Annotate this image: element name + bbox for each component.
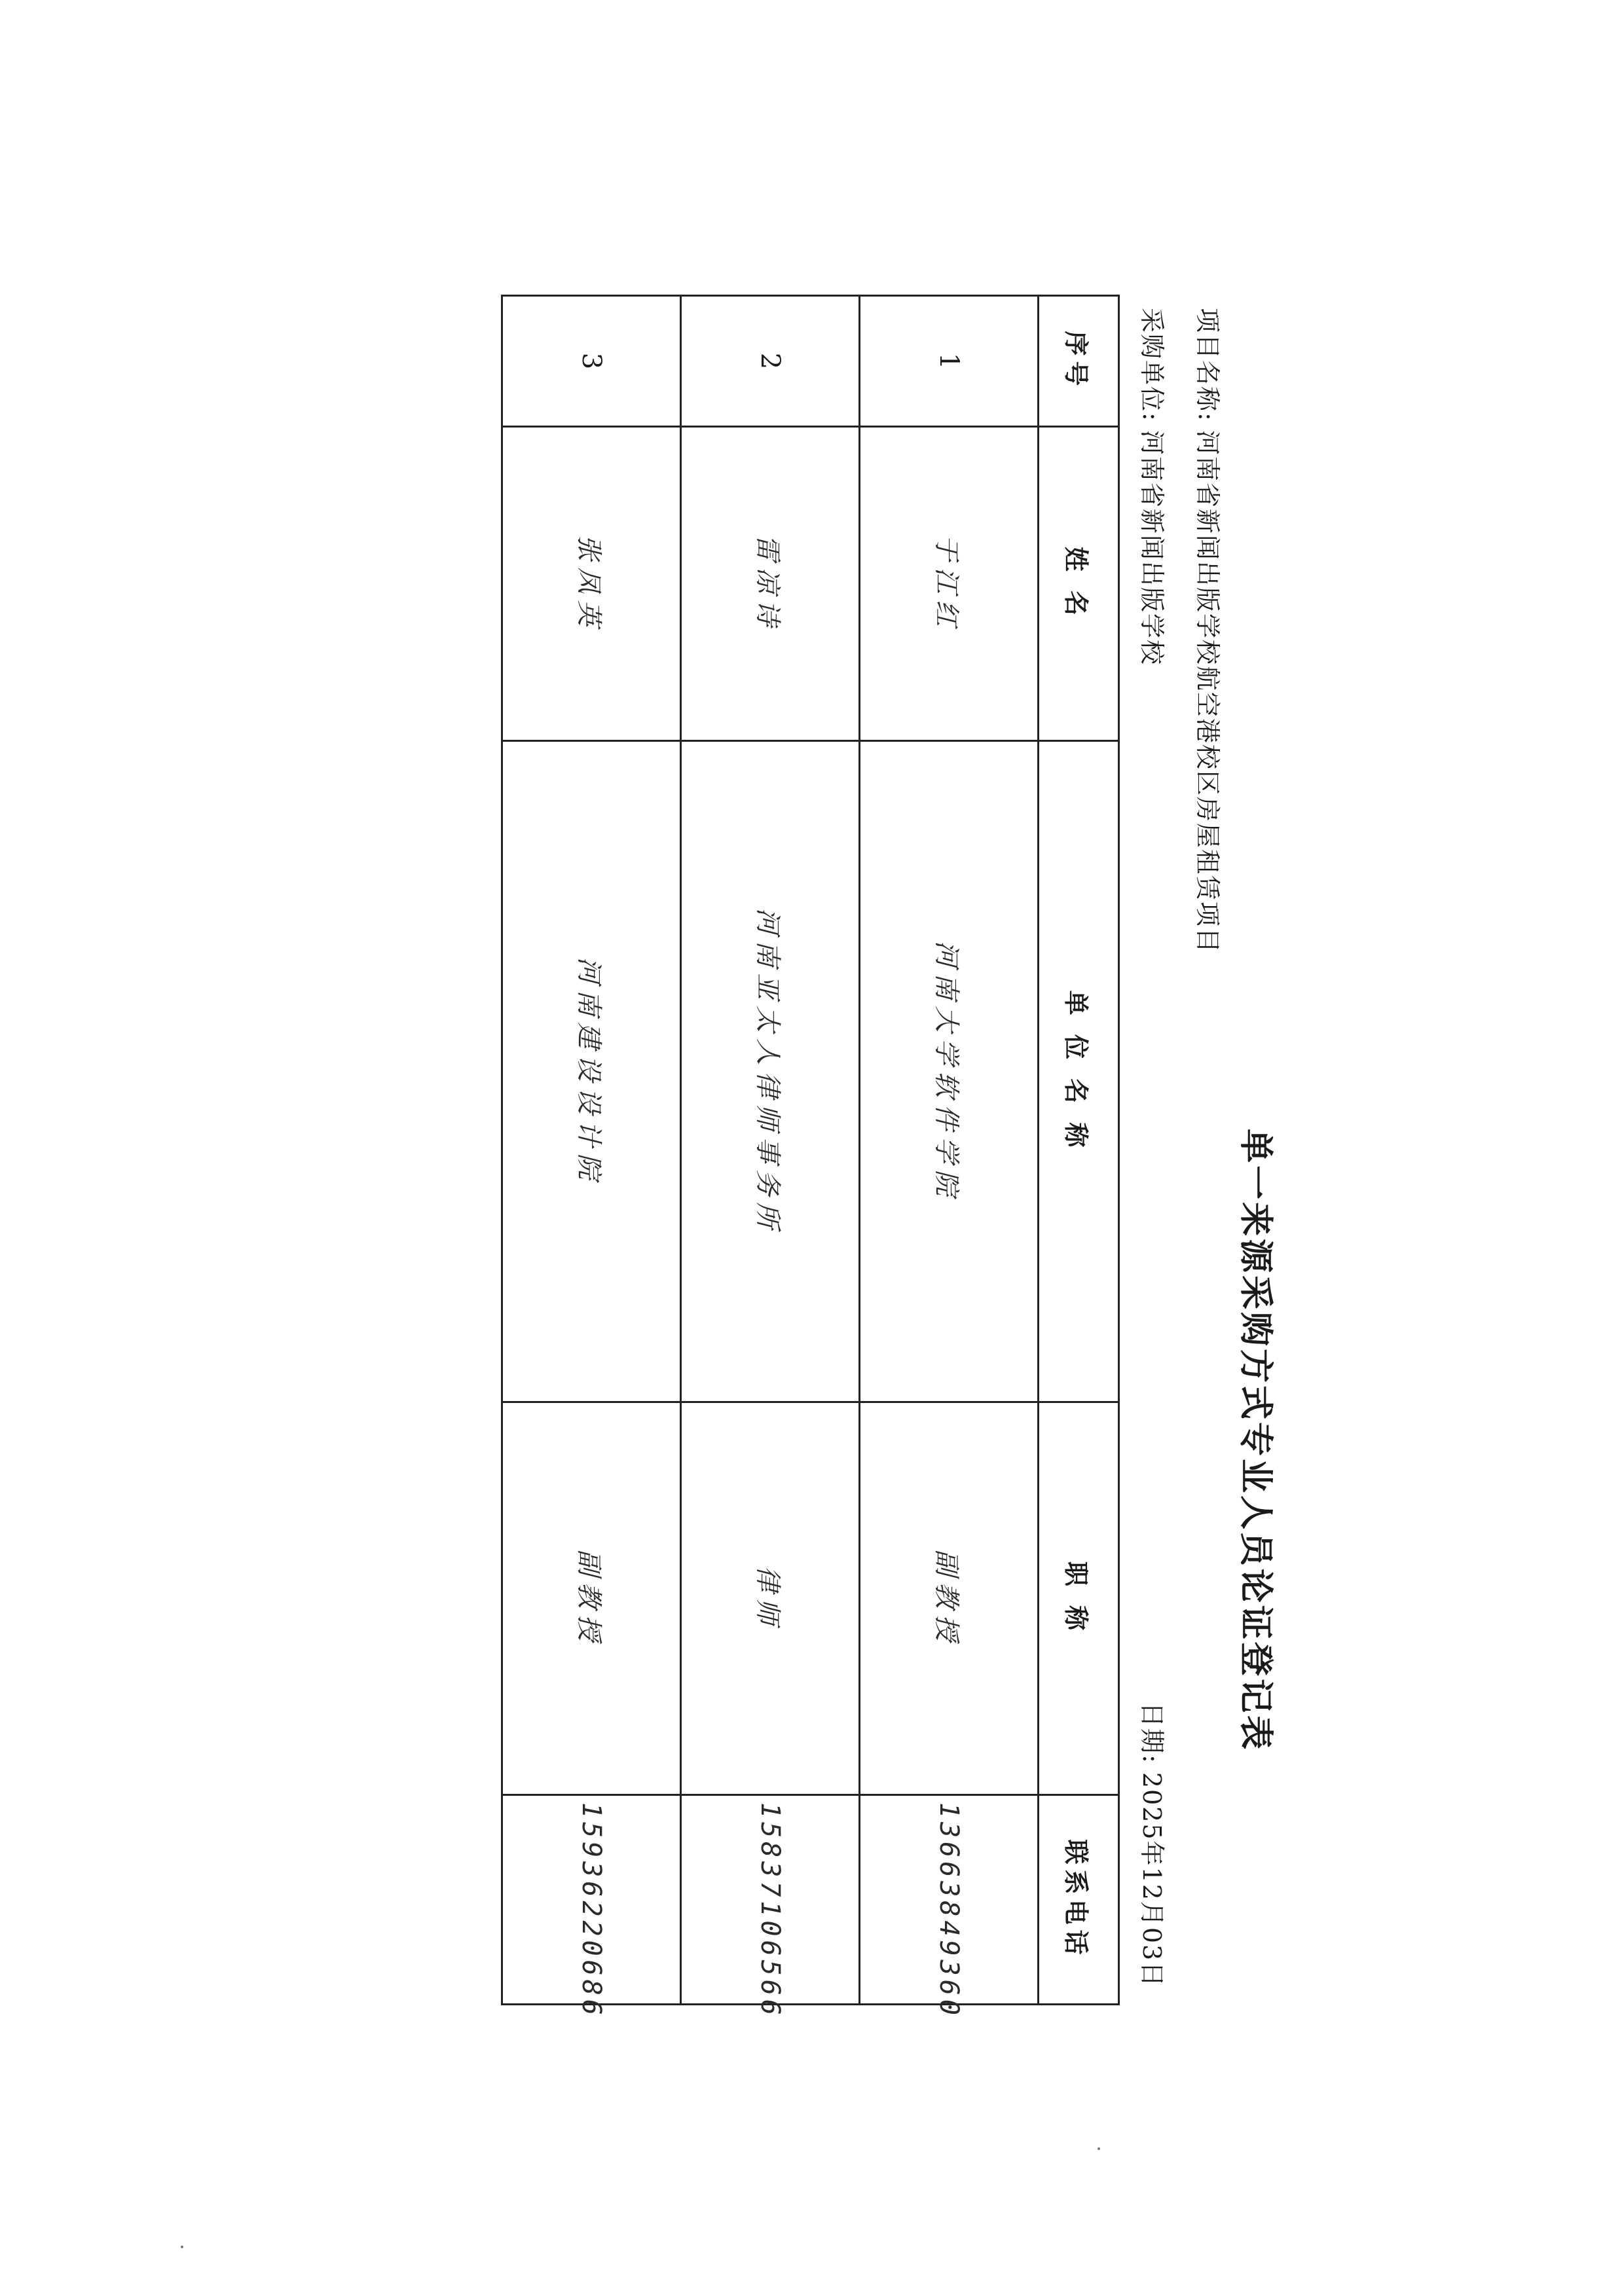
date-label: 日期: — [1137, 1702, 1166, 1764]
project-name-value: 河南省新闻出版学校航空港校区房屋租赁项目 — [1193, 429, 1222, 954]
scan-speck — [181, 2246, 183, 2248]
row-name: 雷凉诗 — [681, 427, 860, 741]
row-name: 于江红 — [860, 427, 1039, 741]
row-phone: 13663849360 — [860, 1795, 1039, 2005]
header-title: 职 称 — [1039, 1402, 1119, 1795]
header-index: 序号 — [1039, 296, 1119, 427]
header-name: 姓 名 — [1039, 427, 1119, 741]
header-unit: 单 位 名 称 — [1039, 741, 1119, 1402]
row-unit: 河南大学软件学院 — [860, 741, 1039, 1402]
project-name-label: 项目名称: — [1193, 308, 1222, 422]
purchaser-line — [1136, 308, 1172, 666]
table-row — [681, 296, 860, 2005]
table-row — [502, 296, 681, 2005]
table-header-row — [1039, 296, 1119, 2005]
row-phone: 15936220686 — [502, 1795, 681, 2005]
date-value: 2025年12月03日 — [1137, 1772, 1166, 1988]
scan-speck — [1098, 2147, 1100, 2150]
row-title: 副教授 — [860, 1402, 1039, 1795]
registration-table — [501, 295, 1120, 2019]
purchaser-value: 河南省新闻出版学校 — [1137, 429, 1166, 666]
row-phone: 15837106566 — [681, 1795, 860, 2005]
row-index: 1 — [860, 296, 1039, 427]
row-name: 张凤英 — [502, 427, 681, 741]
document-title: 单一来源采购方式专业人员论证登记表 — [1236, 1128, 1275, 1752]
date-line — [1136, 1702, 1172, 1988]
row-title: 副教授 — [502, 1402, 681, 1795]
header-phone: 联系电话 — [1039, 1795, 1119, 2005]
row-unit: 河南亚太人律师事务所 — [681, 741, 860, 1402]
row-index: 2 — [681, 296, 860, 427]
row-index: 3 — [502, 296, 681, 427]
table-row — [860, 296, 1039, 2005]
row-unit: 河南建设设计院 — [502, 741, 681, 1402]
project-name-line — [1192, 308, 1228, 954]
row-title: 律师 — [681, 1402, 860, 1795]
purchaser-label: 采购单位: — [1137, 308, 1166, 422]
